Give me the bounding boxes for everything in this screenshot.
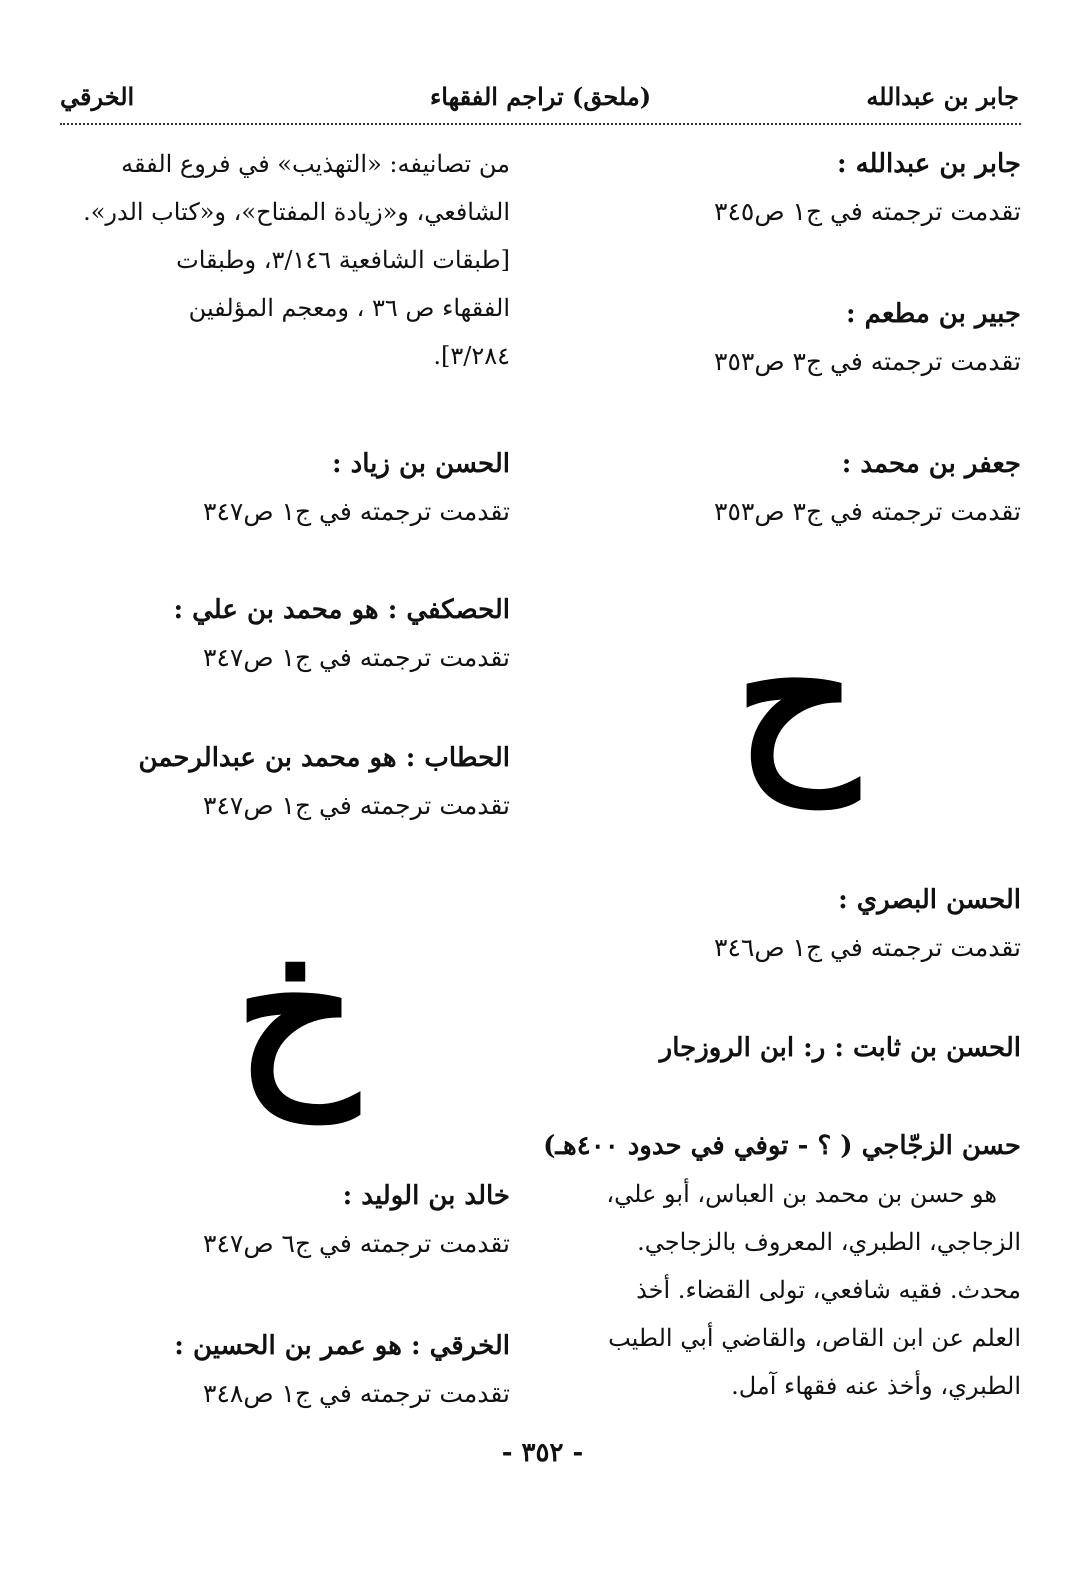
entry-khiraqi — [60, 1322, 510, 1418]
entry-name: الحطاب : هو محمد بن عبدالرحمن — [138, 743, 510, 773]
entry-reference: تقدمت ترجمته في ج١ ص٣٤٦ — [714, 933, 1021, 962]
entry-name: الحسن البصري : — [838, 885, 1021, 915]
entry-hasan-thabit — [551, 1024, 1021, 1072]
entry-name: الحسن بن ثابت : ر: ابن الروزجار — [659, 1033, 1021, 1063]
entry-hasan-basri — [551, 876, 1021, 972]
entry-reference: تقدمت ترجمته في ج١ ص٣٤٧ — [203, 497, 510, 526]
section-letter-kha: خ — [235, 898, 358, 1121]
bio-line: الطبري، وأخذ عنه فقهاء آمل. — [731, 1372, 1021, 1400]
entry-name: جعفر بن محمد : — [841, 449, 1021, 479]
entry-reference: تقدمت ترجمته في ج١ ص٣٤٥ — [714, 197, 1021, 226]
entry-hasan-ziyad — [60, 440, 510, 536]
continuation-line: ٣/٢٨٤]. — [433, 342, 510, 370]
entry-name: حسن الزجّاجي ( ؟ - توفي في حدود ٤٠٠هـ) — [543, 1131, 1021, 1161]
entry-reference: تقدمت ترجمته في ج١ ص٣٤٧ — [203, 643, 510, 672]
entry-jubayr — [551, 290, 1021, 386]
continuation-line: من تصانيفه: «التهذيب» في فروع الفقه — [121, 150, 510, 178]
continuation-line: [طبقات الشافعية ٣/١٤٦، وطبقات — [176, 246, 510, 274]
page-number: - ٣٥٢ - — [501, 1438, 584, 1468]
entry-continuation — [60, 140, 510, 380]
entry-reference: تقدمت ترجمته في ج١ ص٣٤٧ — [203, 791, 510, 820]
continuation-line: الفقهاء ص ٣٦ ، ومعجم المؤلفين — [188, 294, 510, 322]
entry-jafar — [551, 440, 1021, 536]
running-header-title: (ملحق) تراجم الفقهاء — [430, 82, 652, 111]
bio-line: محدث. فقيه شافعي، تولى القضاء. أخذ — [636, 1276, 1021, 1304]
entry-haskafi — [60, 586, 510, 682]
bio-line: العلم عن ابن القاص، والقاضي أبي الطيب — [608, 1324, 1021, 1352]
biography-paragraph — [551, 1170, 1021, 1410]
entry-reference: تقدمت ترجمته في ج١ ص٣٤٨ — [203, 1379, 510, 1408]
entry-reference: تقدمت ترجمته في ج٣ ص٣٥٣ — [714, 497, 1021, 526]
header-dotted-rule — [60, 123, 1021, 125]
section-letter-ha: ح — [735, 583, 858, 806]
entry-name: الخرقي : هو عمر بن الحسين : — [174, 1331, 510, 1361]
entry-name: خالد بن الوليد : — [342, 1181, 510, 1211]
continuation-line: الشافعي، و«زيادة المفتاح»، و«كتاب الدر». — [83, 198, 510, 226]
running-header-right: جابر بن عبدالله — [866, 82, 1019, 111]
entry-reference: تقدمت ترجمته في ج٣ ص٣٥٣ — [714, 347, 1021, 376]
entry-name: جبير بن مطعم : — [846, 299, 1021, 329]
entry-name: الحسن بن زياد : — [332, 449, 510, 479]
entry-jabir — [551, 140, 1021, 236]
entry-reference: تقدمت ترجمته في ج٦ ص٣٤٧ — [203, 1229, 510, 1258]
bio-line: هو حسن بن محمد بن العباس، أبو علي، — [606, 1180, 997, 1208]
entry-hasan-zajjaji — [543, 1122, 1021, 1410]
running-header-left: الخرقي — [60, 82, 135, 111]
bio-line: الزجاجي، الطبري، المعروف بالزجاجي. — [637, 1228, 1021, 1256]
entry-khalid — [60, 1172, 510, 1268]
entry-hattab — [60, 734, 510, 830]
entry-name: جابر بن عبدالله : — [836, 149, 1021, 179]
entry-name: الحصكفي : هو محمد بن علي : — [173, 595, 510, 625]
